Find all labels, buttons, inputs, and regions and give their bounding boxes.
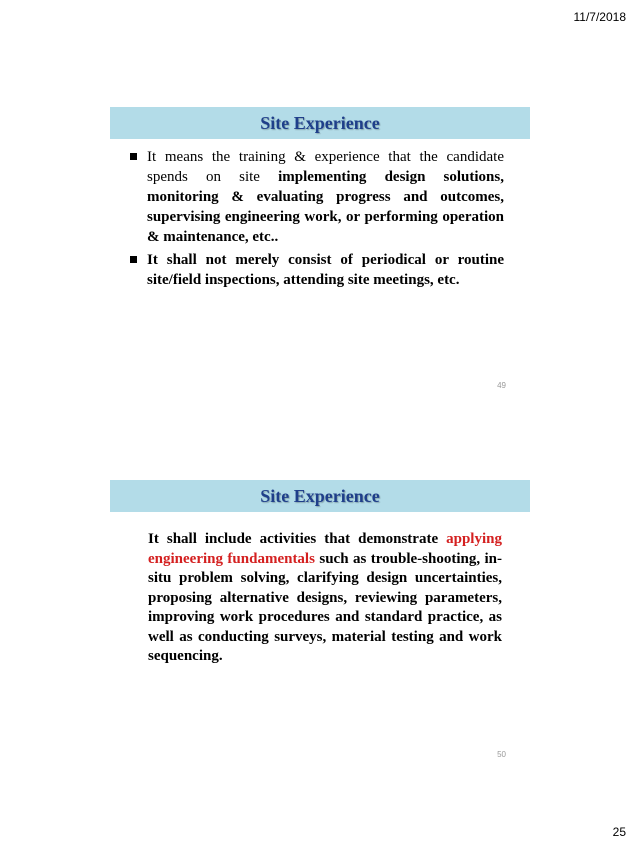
body-paragraph [148,530,502,667]
square-bullet-icon [130,256,137,263]
slide-number: 50 [497,750,506,759]
slide-number: 49 [497,381,506,390]
bullet-item [130,147,504,247]
print-date: 11/7/2018 [573,10,626,24]
slide-50 [110,480,530,770]
paragraph-text: such as trouble-shooting, in-situ problem solving, clarifying design uncertainties, proposing alternative designs, reviewing parameters, improving work procedures and standard practice, as well as conducting surveys, material testing and work sequencing. [148,550,503,664]
square-bullet-icon [130,153,137,160]
slide-title-banner [110,480,530,512]
paragraph-text: It shall include activities that demonstrate [148,531,447,547]
slide-title: Site Experience [260,112,380,133]
bullet-text-bold: implementing design solutions, monitoring & evaluating progress and outcomes, supervising engineering work, or performing operation & maintenance, etc.. [147,169,504,245]
page-number: 25 [612,825,626,839]
slide-title-banner [110,107,530,139]
slide-49 [110,107,530,397]
bullet-item [130,250,504,290]
highlighted-text: applying engineering fundamentals [148,531,502,567]
bullet-list [110,147,530,290]
bullet-text-bold: It shall not merely consist of periodical or routine site/field inspections, attending site meetings, etc. [147,252,504,288]
slide-title: Site Experience [260,485,380,506]
bullet-text: It means the training & experience that the candidate spends on site [147,149,504,185]
